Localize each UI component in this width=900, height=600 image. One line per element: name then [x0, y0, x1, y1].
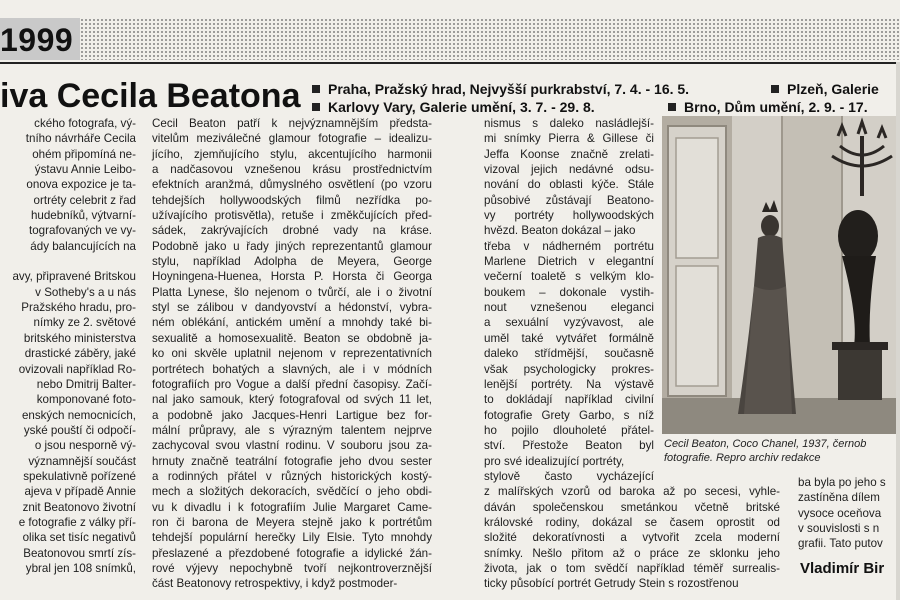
col3-line: nování do oblasti kýče. Stále [484, 178, 654, 192]
header-rule [0, 62, 900, 64]
col3-line: nismus s dalekо nasládlejší- [484, 117, 654, 130]
col2-line: zachycoval svou vlastní rodinu. V souboru jsou za- [152, 439, 432, 453]
col2-line: a nadčasovou vznešenou krásu prostřednictvím [152, 163, 432, 177]
col3-line: Marlene Dietrich v elegantní [484, 255, 654, 269]
col1-line: Beatonovou smrtí zís- [23, 546, 136, 560]
col2-line: Platta Lynese, šlo nejenom o tvůrčí, ale i o životní [152, 285, 432, 299]
header-band [0, 0, 900, 62]
col3-line: a sexuální vyzývavost, ale [484, 316, 654, 330]
text-column-5 [798, 475, 886, 552]
col3-line: z malířských vzorů od baroka až po secesi, vyhle- [484, 485, 780, 499]
col3-line: večerní toaletě s velkým klo- [484, 270, 654, 284]
col1-line: ohém připomíná ne- [32, 147, 136, 161]
caption-line-1: Cecil Beaton, Coco Chanel, 1937, černob [664, 438, 867, 450]
col1-line: znit Beatonovo životní [22, 500, 136, 514]
venue-praha: Praha, Pražský hrad, Nejvyšší purkrabství, 7. 4. - 16. 5. [328, 81, 690, 97]
bullet-square-icon [312, 85, 320, 93]
col3-line: složité dekoratívnosti a vytvořit zcela moderní [484, 531, 780, 545]
col2-line: a rodinných přátel v různých historických kostý- [152, 469, 432, 483]
caption-line-2: fotografie. Repro archiv redakce [664, 452, 821, 464]
author-name: Vladimír Bir [800, 560, 885, 577]
col2-line: užívajícího protisvětla), retuše i změkčujících před- [152, 209, 432, 223]
col2-line: přeslazené a přezdobené fotografie a idylické žán- [152, 546, 432, 560]
col3-line: uměl také vytvářet formálně [484, 331, 654, 345]
col1-line [0, 254, 136, 269]
text-column-1 [0, 116, 136, 576]
col1-line: ýstavu Annie Leibo- [34, 163, 136, 177]
col3-line: mi snímky Pierra & Gillese či [484, 132, 654, 146]
col1-line: enských nemocnicích, [21, 408, 136, 422]
col3-line: královské rodiny, dokázal se časem oprostit od [484, 515, 780, 529]
col2-line: ron či barona de Meyera stejně jako k portrétům [152, 515, 432, 529]
col2-line: Cecil Beaton patří k nejvýznamnějším předsta- [152, 117, 432, 130]
col1-line: komponované foto- [36, 393, 136, 407]
col3-line: lenější portréty. Na výstavě [484, 377, 654, 391]
col1-line: spekulativně pořízené [23, 469, 136, 483]
col1-line: ády balancujících na [30, 239, 136, 253]
col3-line: stylově často vycházející [484, 469, 654, 483]
col3-line: to dokládají například civilní [484, 393, 654, 407]
paper-edge [896, 62, 900, 600]
venue-plzen: Plzeň, Galerie [787, 81, 879, 97]
col1-line: onova expozice je ta- [26, 178, 136, 192]
col5-line: vysoce oceňova [798, 506, 882, 520]
col3-line: ho pojilo dlouholeté přátel- [484, 423, 654, 437]
col1-line: významnější součást [28, 454, 136, 468]
col3-line: boukem – dokonale vystih- [484, 285, 654, 299]
col1-line: nebo Dmitrij Balter- [36, 377, 136, 391]
col1-line: ajeva v případě Annie [24, 485, 136, 499]
col1-line: britského ministerstva [23, 331, 136, 345]
col2-line: vu k divadlu i k fotografiím Julie Margaret Came- [152, 500, 432, 514]
col1-line: nímky ze 2. světové [33, 316, 136, 330]
col2-line: tehdejších hollywoodských filmů nezřídka po- [152, 193, 432, 207]
venue-karlovy-vary: Karlovy Vary, Galerie umění, 3. 7. - 29. 8. [328, 99, 595, 115]
col1-line: ckého fotografa, vý- [34, 117, 136, 130]
year-label: 1999 [0, 22, 74, 58]
photo-coco-chanel [662, 116, 900, 434]
col1-line: ybral jen 108 snímků, [25, 561, 136, 575]
col2-line: ko oni skvěle uplatnil nejenom v reprezentativních [152, 347, 432, 361]
col2-line: stylu, například Adolpha de Meyera, George [152, 255, 432, 269]
col3-line: vizoval jejich nedávné odsu- [484, 163, 654, 177]
col3-line: působivé zůstávají Beatono- [484, 193, 654, 207]
col2-line: tehdejší populární herečky Lily Elsie. Tyto mnohdy [152, 531, 432, 545]
article-headline: iva Cecila Beatona [0, 77, 301, 115]
bullet-square-icon [771, 85, 779, 93]
bullet-square-icon [312, 103, 320, 111]
col1-line: Pražského hradu, pro- [21, 301, 136, 315]
col1-line: o jsou nesporně vý- [34, 439, 136, 453]
col3-line: ství. Přestože Beaton byl [484, 439, 654, 453]
col2-line: mech a složitých dekoracích, svědčící o jeho obdi- [152, 485, 432, 499]
col1-line: drastické záběry, jaké [24, 347, 136, 361]
col3-line: dáván společenskou smetánkou včetně britské [484, 500, 780, 514]
col2-line: sádek, zakrývajících drobné vady na kráse. [152, 224, 432, 238]
col3-line: snímky. Nešlo přitom až o práce ze sklonku jeho [484, 546, 780, 560]
bullet-square-icon [668, 103, 676, 111]
col3-line: fotografie Grety Garbo, s níž [484, 408, 654, 422]
col1-line: hudebníků, výtvarní- [30, 209, 136, 223]
col2-line: efektních aranžmá, důmyslného osvětlení (po vzoru [152, 178, 432, 192]
col2-line: rové výjevy nepochybně tvoří nejkontroverznější [152, 561, 432, 575]
col3-line: nout vznešenou eleganci [484, 301, 654, 315]
col1-line: v Sotheby's a u nás [35, 285, 136, 299]
col1-line: avy, připravené Britskou [12, 270, 136, 284]
venue-brno: Brno, Dům umění, 2. 9. - 17. [684, 99, 868, 115]
col2-line: nal jako samouk, který fotografoval od svých 11 let, [152, 393, 432, 407]
col5-line: grafii. Tato putov [798, 537, 883, 551]
col2-line: mální průpravy, ale s výrazným talentem nejprve [152, 423, 432, 437]
col2-line: a podobně jako Jacques-Henri Lartigue bez for- [152, 408, 432, 422]
col2-line: vitelům meziválečné glamour fotografie – idealizu- [152, 132, 432, 146]
col3-line: vy portréty hollywoodských [484, 209, 654, 223]
col5-line: zastíněna dílem [798, 491, 880, 505]
col3-line: však psychologicky prokres- [484, 362, 654, 376]
photo-caption [664, 437, 900, 465]
col2-line: fotografiích pro Vogue a další přední časopisy. Začí- [152, 377, 432, 391]
col3-line: daleko střídmější, současně [484, 347, 654, 361]
venue-line [668, 98, 868, 116]
col2-line: Podobně jako u řady jiných reprezentantů glamour [152, 239, 432, 253]
col2-line: Hoyningena-Huenea, Horsta P. Horsta či Georga [152, 270, 432, 284]
col1-line: yské pouští či odpočí- [23, 423, 136, 437]
col5-line: ba byla po jeho s [798, 476, 886, 489]
col2-line: jícího, zjemňujícího stylu, akcentujícího harmonii [152, 147, 432, 161]
col3-line: ticky působící portrét Getrudy Stein s rozostřenou [484, 577, 739, 591]
col2-line: část Beatonovy retrospektivy, i když postmoder- [152, 577, 398, 591]
text-column-2 [152, 116, 432, 592]
col3-line: pro své idealizující portréty, [484, 454, 625, 468]
venue-line [771, 80, 879, 98]
halftone-band [80, 18, 900, 60]
col5-line: v souvislosti s n [798, 522, 880, 536]
col2-line: styl se zálibou v dandyovství a hédonství, vybra- [152, 301, 432, 315]
col1-line: tografovaných ve vy- [29, 224, 136, 238]
col3-line: Jeffa Koonse značně zrelati- [484, 147, 654, 161]
col1-line: olika set tisíc negativů [22, 531, 136, 545]
col3-line: života, jak o tom svědčí například téměř surrealis- [484, 561, 780, 575]
col2-line: sexualitě a homosexualitě. Beaton se obdobně ja- [152, 331, 432, 345]
col3-line: hvězd. Beaton dokázal – jako [484, 224, 636, 238]
col2-line: portrétech bohatých a slavných, ale i v módních [152, 362, 432, 376]
col1-line: ovizovali například Ro- [18, 362, 136, 376]
col1-line: tního návrháře Cecila [25, 132, 136, 146]
col2-line: ném oblékání, antickém umění a mnohdy také bi- [152, 316, 432, 330]
col2-line: hrnuty značně teatrální fotografie jeho dvou sester [152, 454, 432, 468]
photo-illustration [662, 116, 900, 434]
col1-line: ortréty celebrit z řad [33, 193, 136, 207]
venue-line [312, 80, 689, 98]
col1-line: e fotografie z války pří- [18, 515, 136, 529]
venue-line [312, 98, 595, 116]
col3-line: třeba v nádherném portrétu [484, 239, 654, 253]
